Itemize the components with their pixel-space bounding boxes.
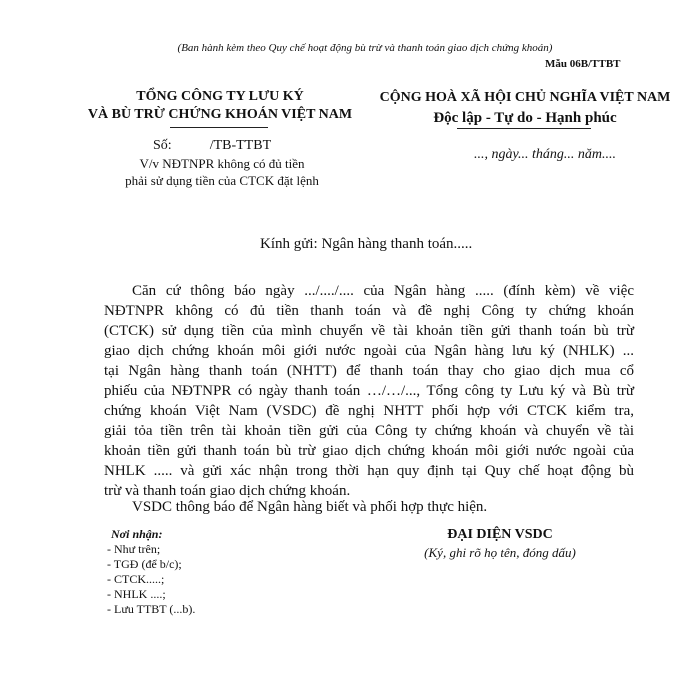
document-number-label: Số: (153, 138, 172, 153)
body-line: (CTCK) sử dụng tiền của mình chuyển về tài khoản tiền gửi thanh toán bù trừ (104, 323, 634, 339)
motto-underline (457, 128, 591, 129)
organization-line1: TỔNG CÔNG TY LƯU KÝ (136, 89, 304, 104)
salutation: Kính gửi: Ngân hàng thanh toán..... (260, 236, 473, 252)
document-number-suffix: /TB-TTBT (209, 138, 272, 153)
recipients-list (107, 527, 195, 617)
body-line: Căn cứ thông báo ngày .../..../.... của Ngân hàng ..... (đính kèm) về việc (132, 283, 634, 299)
nation-motto: Độc lập - Tự do - Hạnh phúc (433, 110, 617, 126)
signature-block (400, 526, 600, 562)
recipient-item: - NHLK ....; (107, 587, 166, 601)
organization-underline (170, 127, 268, 128)
place-date: ..., ngày... tháng... năm.... (474, 147, 616, 162)
recipients-title: Nơi nhận: (111, 527, 163, 541)
body-line: khoản tiền gửi thanh toán bù trừ giao dịch chứng khoán môi giới nước ngoài của (104, 443, 634, 459)
body-line: NHLK ..... và gửi xác nhận trong thời hạn quy định tại Quy chế hoạt động bù (104, 463, 634, 479)
form-code: Mẫu 06B/TTBT (545, 58, 621, 70)
body-paragraph (104, 281, 634, 501)
national-motto-block (370, 88, 680, 128)
closing-sentence: VSDC thông báo để Ngân hàng biết và phối hợp thực hiện. (132, 499, 488, 515)
nation-name: CỘNG HOÀ XÃ HỘI CHỦ NGHĨA VIỆT NAM (379, 90, 671, 105)
subject-line2: phải sử dụng tiền của CTCK đặt lệnh (125, 173, 319, 188)
organization-block (60, 88, 380, 124)
issued-note: (Ban hành kèm theo Quy chế hoạt động bù trừ và thanh toán giao dịch chứng khoán) (177, 42, 553, 54)
body-line: chứng khoán Việt Nam (VSDC) đề nghị NHTT phối hợp với CTCK kiểm tra, (104, 403, 634, 419)
signer-note: (Ký, ghi rõ họ tên, đóng dấu) (424, 545, 576, 560)
body-line: trừ và thanh toán giao dịch chứng khoán. (104, 483, 351, 499)
subject-line1: V/v NĐTNPR không có đủ tiền (139, 156, 305, 171)
document-subject (77, 155, 367, 189)
body-line: NĐTNPR không có đủ tiền thanh toán và đề nghị Công ty chứng khoán (104, 303, 634, 319)
body-line: tại Ngân hàng thanh toán (NHTT) để thanh toán thay cho giao dịch mua cổ (104, 363, 634, 379)
recipient-item: - TGĐ (để b/c); (107, 557, 182, 571)
body-line: giao dịch chứng khoán môi giới nước ngoài của Ngân hàng lưu ký (NHLK) ... (104, 343, 634, 359)
signer-title: ĐẠI DIỆN VSDC (447, 527, 553, 542)
recipient-item: - Như trên; (107, 542, 161, 556)
organization-line2: VÀ BÙ TRỪ CHỨNG KHOÁN VIỆT NAM (87, 107, 353, 122)
recipient-item: - Lưu TTBT (...b). (107, 602, 196, 616)
body-line: phiếu của NĐTNPR có ngày thanh toán …/…/..., Tổng công ty Lưu ký và Bù trừ (104, 383, 634, 399)
body-line: giải tỏa tiền trên tài khoản tiền gửi của Công ty chứng khoán và chuyển về tài (104, 423, 634, 439)
document-number (153, 138, 271, 154)
recipient-item: - CTCK.....; (107, 572, 165, 586)
